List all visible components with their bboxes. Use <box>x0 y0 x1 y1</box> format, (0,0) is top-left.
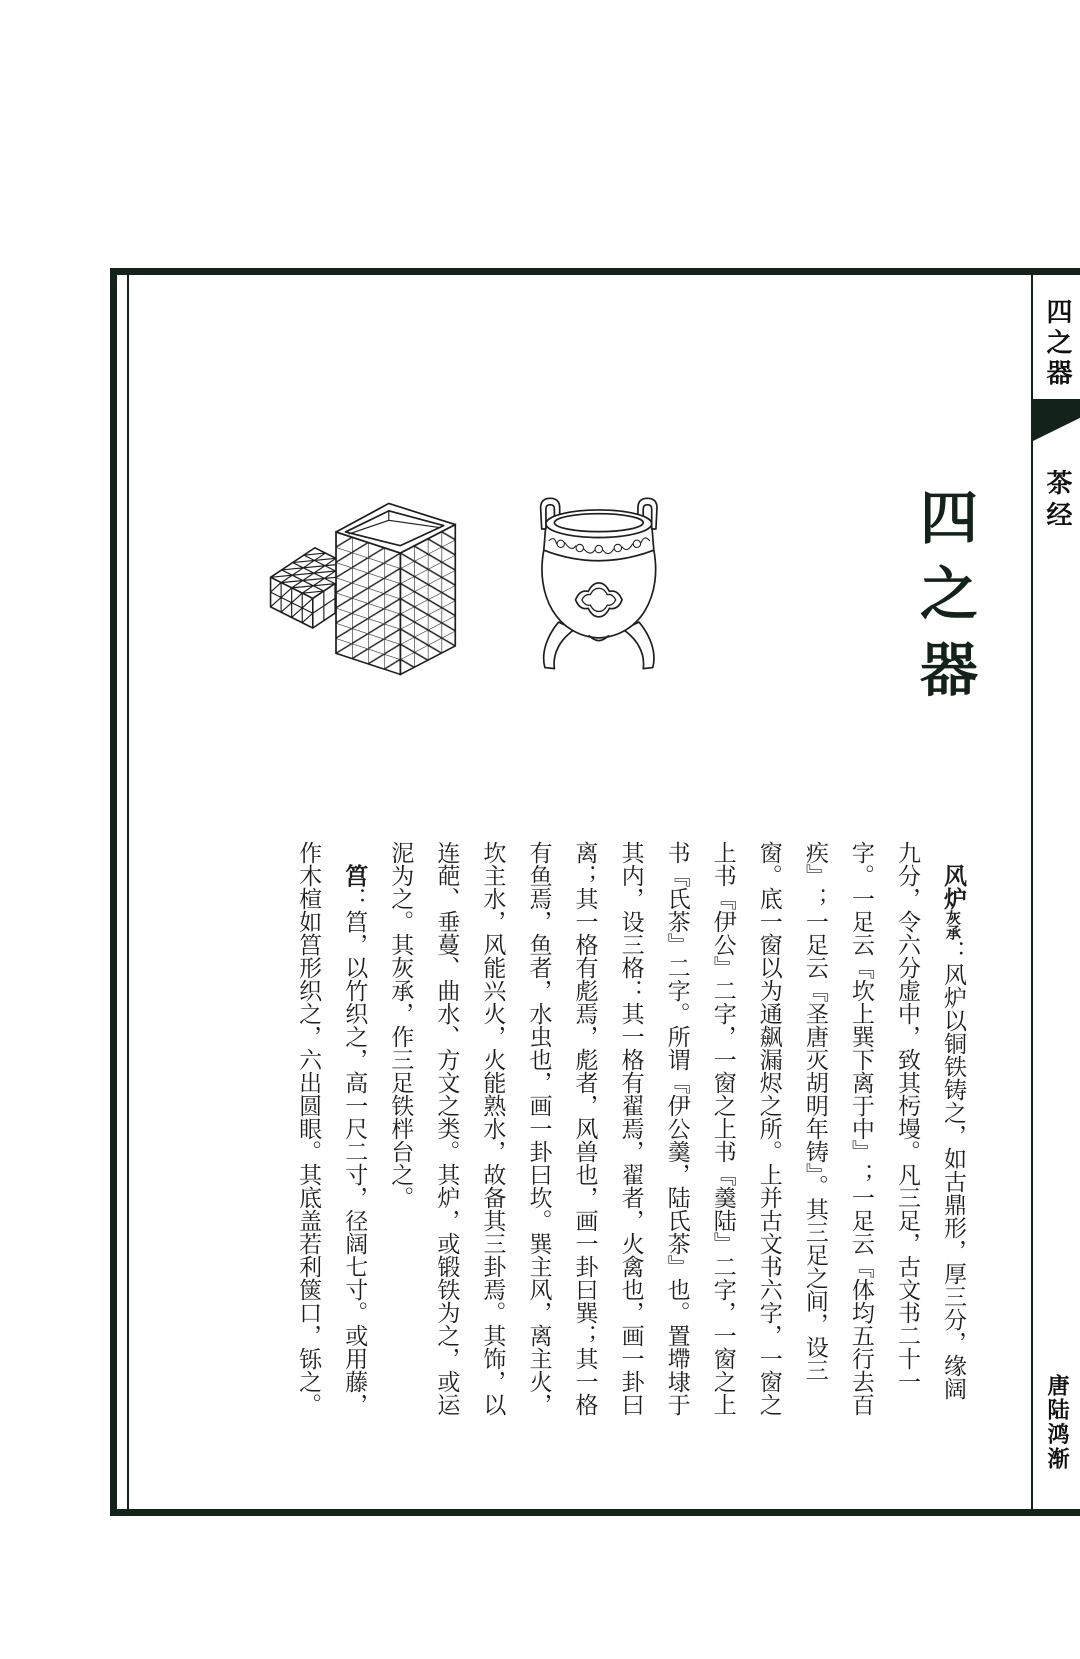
text-column: 疾』；一足云『圣唐灭胡明年铸』。其三足之间，设三 <box>801 841 828 1382</box>
entry-annotation: 灰承 <box>944 910 962 940</box>
text-column: 泥为之。其灰承，作三足铁柈台之。 <box>387 841 414 1209</box>
text-column: 九分，令六分虚中，致其杇墁。凡三足，古文书二十一 <box>893 841 920 1393</box>
entry-heading: 筥 <box>341 864 369 887</box>
chapter-title: 四之器 <box>910 487 978 715</box>
entry-heading: 风炉 <box>940 864 967 910</box>
text-column: 作木楦如筥形织之，六出圆眼。其底盖若利箧口，铄之。 <box>295 841 322 1416</box>
text-column: 离；其一格有彪焉，彪者，风兽也，画一卦曰巽；其一格 <box>571 841 598 1416</box>
entry-text: ：风炉以铜铁铸之，如古鼎形，厚三分，缘阔 <box>940 940 966 1400</box>
text-column: 其内，设三格：其一格有翟焉，翟者，火禽也，画一卦曰 <box>617 841 644 1416</box>
running-head-book: 茶经 <box>1042 469 1072 533</box>
text-column: 有鱼焉，鱼者，水虫也，画一卦曰坎。巽主风，离主火， <box>525 841 552 1416</box>
running-head-author: 唐陆鸿渐 <box>1044 1374 1070 1472</box>
text-column: 字。一足云『坎上巽下离于中』；一足云『体均五行去百 <box>847 841 874 1416</box>
stove-rim <box>546 510 652 538</box>
text-column <box>930 841 976 1441</box>
text-column: 窗。底一窗以为通飙漏烬之所。上并古文书六字，一窗之 <box>755 841 782 1416</box>
body-text <box>284 841 976 1441</box>
side-margin-rule <box>1031 275 1033 1509</box>
lattice-basket-illustration <box>264 495 465 685</box>
inner-border-rule <box>127 275 129 1509</box>
text-column: 连葩、垂蔓、曲水、方文之类。其炉，或锻铁为之，或运 <box>433 841 460 1416</box>
text-column: 上书『伊公』二字，一窗之上书『羹陆』二字，一窗之上 <box>709 841 736 1416</box>
text-column <box>331 841 377 1441</box>
wind-stove-illustration <box>529 493 667 675</box>
text-column: 坎主水，风能兴火，火能熟水，故备其三卦焉。其饰，以 <box>479 841 506 1416</box>
entry-text: ：筥，以竹织之，高一尺二寸，径阔七寸。或用藤， <box>341 887 368 1416</box>
text-column: 书『氏茶』二字。所谓『伊公羹，陆氏茶』也。置墆埭于 <box>663 841 690 1416</box>
running-head-chapter: 四之器 <box>1042 298 1072 390</box>
